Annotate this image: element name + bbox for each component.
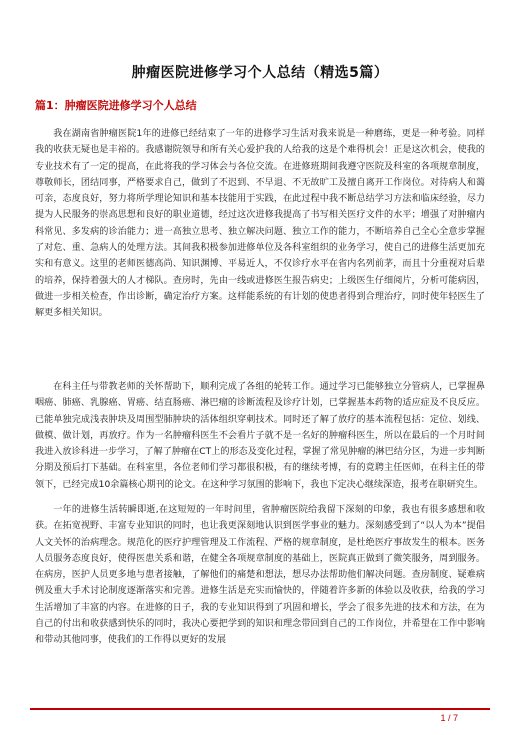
document-title: 肿瘤医院进修学习个人总结（精选5篇） [131, 65, 389, 81]
footer-divider [30, 708, 490, 710]
body-paragraph: 在科主任与带教老师的关怀帮助下，顺利完成了各组的轮转工作。通过学习已能够独立分管病人，已掌握鼻咽癌、肺癌、乳腺癌、胃癌、结直肠癌、淋巴瘤的诊断流程及诊疗计划，已掌握基本药物的适应症及不良反应。已能单独完成浅表肿块及周围型肺肿块的活体组织穿刺技术。同时还了解了放疗的基本流程包括：定位、划线、做模、做计划，再放疗。作为一名肿瘤科医生不会看片子就不是一名好的肿瘤科医生，所以在最后的一个月时间我进入放诊科进一步学习，了解了肿瘤在CT上的形态及变化过程，掌握了常见肿瘤的淋巴结分区，为进一步判断分期及预后打下基础。在科室里，各位老师们学习都很积极，有的继续考博，有的竟聘主任医师，在科主任的带领下，已经完成10余篇核心期刊的论文。在这种学习氛围的影响下，我也下定决心继续深造，报考在职研究生。 [35, 382, 485, 490]
body-paragraph: 我在湖南省肿瘤医院1年的进修已经结束了一年的进修学习生活对我来说是一种磨练，更是一种考验。同样我的收获无疑也是丰裕的。我感谢院领导和所有关心爱护我的人给我的这是个难得机会！正是这次机会，使我的专业技术有了一定的提高，在此将我的学习体会与各位交流。在进修班期间我遵守医院及科室的各项规章制度，尊敬师长，团结同事，严格要求自己，做到了不迟到、不早退、不无故旷工及擅自离开工作岗位。对待病人和蔼可亲，态度良好，努力将所学理论知识和基本技能用于实践，在此过程中我不断总结学习方法和临床经验，尽力提为人民服务的崇高思想和良好的职业道德，经过这次进修我提高了书写相关医疗文件的水平；增强了对肿瘤内科常见、多发病的诊治能力；进一高独立思考、独立解决问题、独立工作的能力，不断培养自己全心全意步掌握了对危、重、急病人的处理方法。其间我积极参加进修单位及各科室组织的业务学习，使自己的进修生活更加充实和有意义。这里的老师医德高尚、知识渊博、平易近人，不仅诊疗水平在省内名列前茅，而且十分重视对后辈的培养，保持着强大的人才梯队。查房时，先由一线或进修医生报告病史；上级医生仔细阅片，分析可能病因，做进一步相关检查，作出诊断，确定治疗方案。这样能系统的有计划的使患者得到合理治疗，同时使年轻医生了解更多相关知识。 [35, 129, 485, 319]
page-number: 1 / 7 [440, 713, 458, 723]
body-paragraph: 一年的进修生活转瞬即逝,在这短短的一年时间里，省肿瘤医院给我留下深刻的印象，我也有很多感想和收获。在拓宽视野、丰富专业知识的同时，也让我更深刻地认识到医学事业的魅力。深刻感受到了“以人为本”提倡人文关怀的治病理念。规范化的医疗护理管理及工作流程、严格的规章制度，是杜绝医疗事故发生的根本。医务人员服务态度良好，使得医患关系和谐，在健全各项规章制度的基础上，医院真正做到了微笑服务，周到服务。在病房，医护人员更多地与患者接触，了解他们的痛楚和想法，想尽办法帮助他们解决问题。查房制度、疑难病例及重大手术讨论制度逐渐落实和完善。进修生活是充实而愉快的，伴随着许多新的体验以及收获，给我的学习生活增加了丰富的内容。在进修的日子，我的专业知识得到了巩固和增长，学会了很多先进的技术和方法，在为自己的付出和收获感到快乐的同时，我决心要把学到的知识和理念带回到自己的工作岗位，并希望在工作中影响和带动其他同事，使我们的工作得以更好的发展 [35, 505, 485, 646]
section-heading: 篇1：肿瘤医院进修学习个人总结 [35, 99, 197, 112]
